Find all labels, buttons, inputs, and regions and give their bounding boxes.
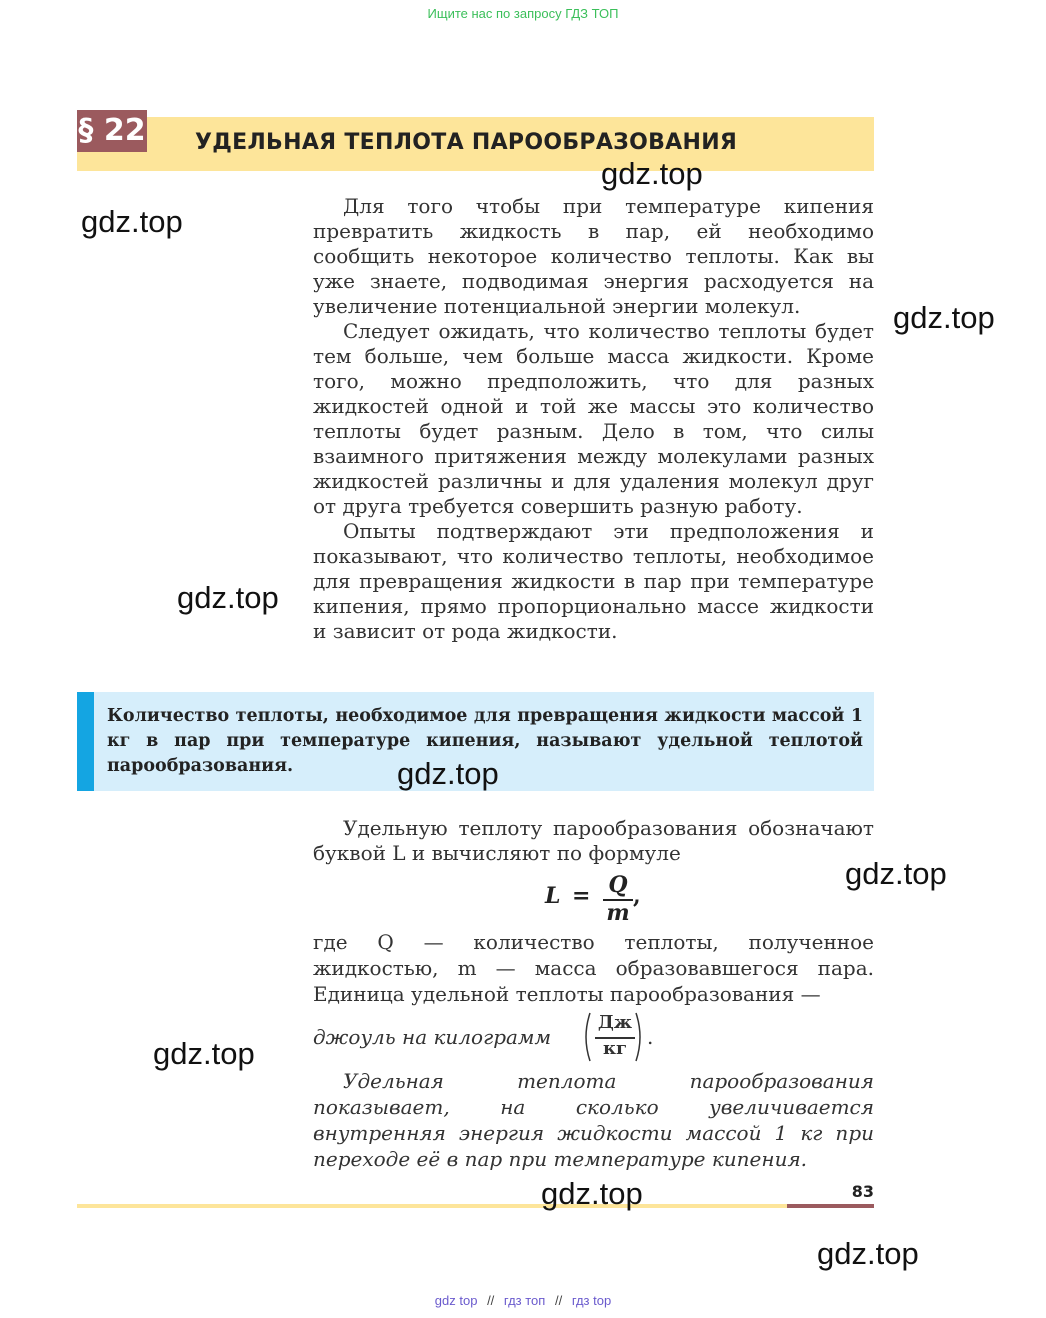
formula-comma: , — [633, 883, 641, 909]
where-block — [313, 929, 874, 1007]
formula-intro-block — [313, 816, 874, 866]
where-text: где Q — количество теплоты, полученное жидкостью, m — масса образовавшегося пара. Единица удельной теплоты парообразования — — [313, 930, 874, 1006]
bottom-link-1[interactable]: gdz top — [434, 1293, 478, 1308]
bottom-link-2[interactable]: гдз топ — [503, 1293, 546, 1308]
formula-lhs: L — [545, 883, 561, 909]
top-search-hint[interactable]: Ищите нас по запросу ГДЗ ТОП — [427, 6, 619, 21]
unit-period: . — [647, 1025, 654, 1049]
formula-equals: = — [572, 883, 591, 909]
bottom-separator: // — [487, 1293, 495, 1308]
watermark: gdz.top — [893, 300, 995, 335]
watermark: gdz.top — [601, 156, 703, 191]
watermark: gdz.top — [177, 580, 279, 615]
paragraph-1: Для того чтобы при температуре кипения превратить жидкость в пар, ей необходимо сообщить некоторое количество теплоты. Как вы уже знаете, подводимая энергия расходуется на увеличение потенциальной энергии молекул. — [313, 194, 874, 318]
formula-numerator: Q — [608, 872, 628, 898]
section-title: УДЕЛЬНАЯ ТЕПЛОТА ПАРООБРАЗОВАНИЯ — [195, 130, 738, 155]
bottom-links — [0, 1293, 1046, 1308]
definition-text: Количество теплоты, необходимое для превращения жидкости массой 1 кг в пар при температуре кипения, называют удельной теплотой парообразования. — [107, 706, 863, 776]
watermark: gdz.top — [153, 1036, 255, 1071]
watermark: gdz.top — [397, 756, 499, 791]
unit-numerator: Дж — [597, 1012, 633, 1033]
bottom-separator: // — [554, 1293, 563, 1308]
section-number-badge: § 22 — [77, 110, 147, 152]
meaning-block — [313, 1068, 874, 1172]
unit-denominator: кг — [602, 1038, 628, 1059]
watermark: gdz.top — [817, 1236, 919, 1271]
bottom-link-3[interactable]: гдз top — [571, 1293, 612, 1308]
watermark: gdz.top — [541, 1176, 643, 1211]
page-number: 83 — [851, 1182, 874, 1201]
formula-denominator: m — [606, 900, 630, 926]
paragraph-2: Следует ожидать, что количество теплоты будет тем больше, чем больше масса жидкости. Кроме того, можно предположить, что для разных жидкостей одной и той же массы это количество теплоты будет разным. Дело в том, что силы взаимного притяжения между молекулами разных жидкостей различны и для удаления молекул друг от друга требуется совершить разную работу. — [313, 319, 874, 518]
footer-rule-red — [787, 1204, 874, 1208]
formula-intro: Удельную теплоту парообразования обозначают буквой L и вычисляют по формуле — [313, 816, 874, 865]
unit-words: джоуль на килограмм — [313, 1025, 552, 1049]
watermark: gdz.top — [81, 204, 183, 239]
paragraph-3: Опыты подтверждают эти предположения и показывают, что количество теплоты, необходимое для превращения жидкости в пар при температуре кипения, прямо пропорционально массе жидкости и зависит от рода жидкости. — [313, 519, 874, 643]
meaning-text: Удельная теплота парообразования показывает, на сколько увеличивается внутренняя энергия жидкости массой 1 кг при переходе её в пар при температуре кипения. — [313, 1069, 874, 1171]
definition-stripe — [77, 692, 94, 791]
unit-line — [313, 1011, 713, 1063]
intro-text — [313, 194, 874, 644]
watermark: gdz.top — [845, 856, 947, 891]
footer-rule-yellow — [77, 1204, 789, 1208]
